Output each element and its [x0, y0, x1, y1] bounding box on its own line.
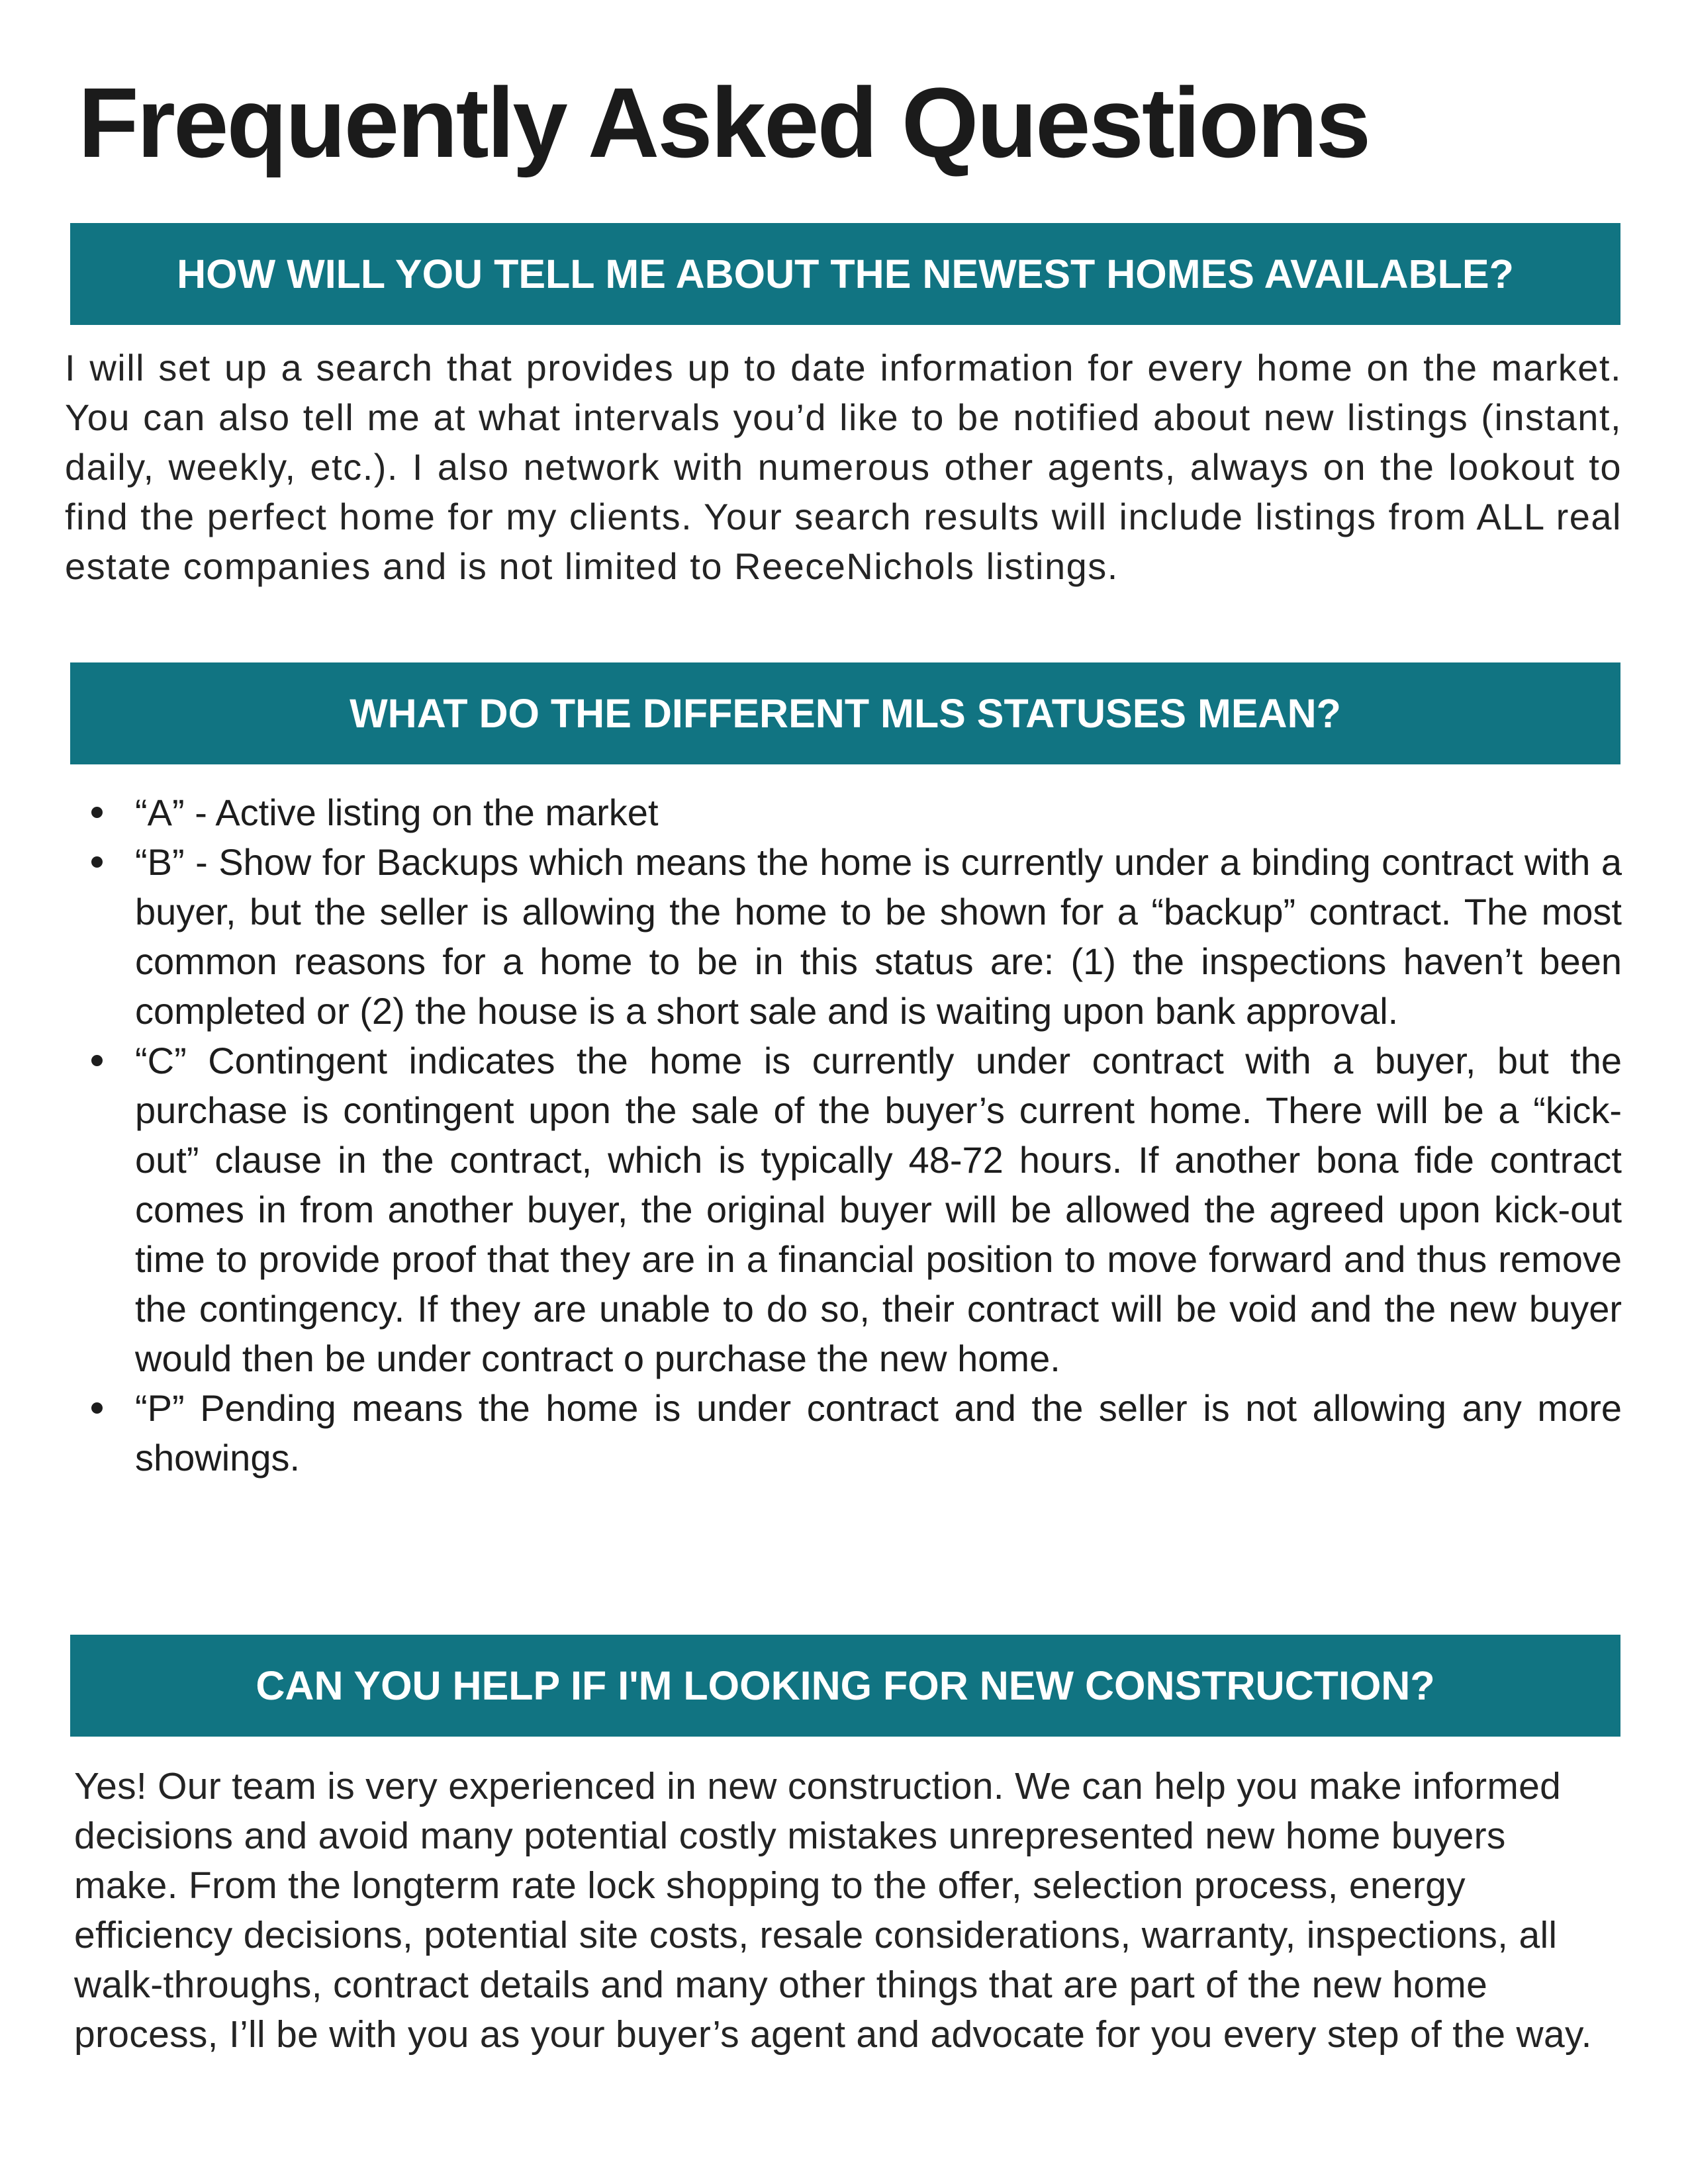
bullet-dot-icon [91, 1402, 103, 1414]
mls-status-item-c [135, 1036, 1622, 1383]
bullet-dot-icon [91, 856, 103, 868]
section-heading-new-construction: CAN YOU HELP IF I'M LOOKING FOR NEW CONSTRUCTION? [70, 1635, 1620, 1737]
mls-status-list [135, 788, 1622, 1482]
section-heading-newest-homes: HOW WILL YOU TELL ME ABOUT THE NEWEST HOMES AVAILABLE? [70, 223, 1620, 325]
mls-status-item-p [135, 1383, 1622, 1482]
mls-status-item-a [135, 788, 1622, 837]
mls-status-item-b [135, 837, 1622, 1036]
mls-status-text: “P” Pending means the home is under contract and the seller is not allowing any more showings. [135, 1387, 1622, 1479]
mls-status-text: “B” - Show for Backups which means the home is currently under a binding contract with a buyer, but the seller is allowing the home to be shown for a “backup” contract. The most common reasons for a home to be in this status are: (1) the inspections haven’t been completed or (2) the house is a short sale and is waiting upon bank approval. [135, 841, 1622, 1032]
page-title: Frequently Asked Questions [78, 67, 1370, 178]
mls-status-text: “C” Contingent indicates the home is currently under contract with a buyer, but the purchase is contingent upon the sale of the buyer’s current home. There will be a “kick-out” clause in the contract, which is typically 48-72 hours. If another bona fide contract comes in from another buyer, the original buyer will be allowed the agreed upon kick-out time to provide proof that they are in a financial position to move forward and thus remove the contingency. If they are unable to do so, their contract will be void and the new buyer would then be under contract o purchase the new home. [135, 1040, 1622, 1379]
bullet-dot-icon [91, 807, 103, 818]
section-heading-mls-statuses: WHAT DO THE DIFFERENT MLS STATUSES MEAN? [70, 662, 1620, 764]
mls-status-text: “A” - Active listing on the market [135, 792, 659, 833]
bullet-dot-icon [91, 1055, 103, 1066]
newest-homes-answer: I will set up a search that provides up to date information for every home on the market. You can also tell me at what intervals you’d like to be notified about new listings (instant, daily, weekly, etc.). I also network with numerous other agents, always on the lookout to find the perfect home for my clients. Your search results will include listings from ALL real estate companies and is not limited to ReeceNichols listings. [65, 347, 1622, 587]
new-construction-answer: Yes! Our team is very experienced in new construction. We can help you make informed decisions and avoid many potential costly mistakes unrepresented new home buyers make. From the longterm rate lock shopping to the offer, selection process, energy efficiency decisions, potential site costs, resale considerations, warranty, inspections, all walk-throughs, contract details and many other things that are part of the new home process, I’ll be with you as your buyer’s agent and advocate for you every step of the way. [74, 1765, 1592, 2056]
